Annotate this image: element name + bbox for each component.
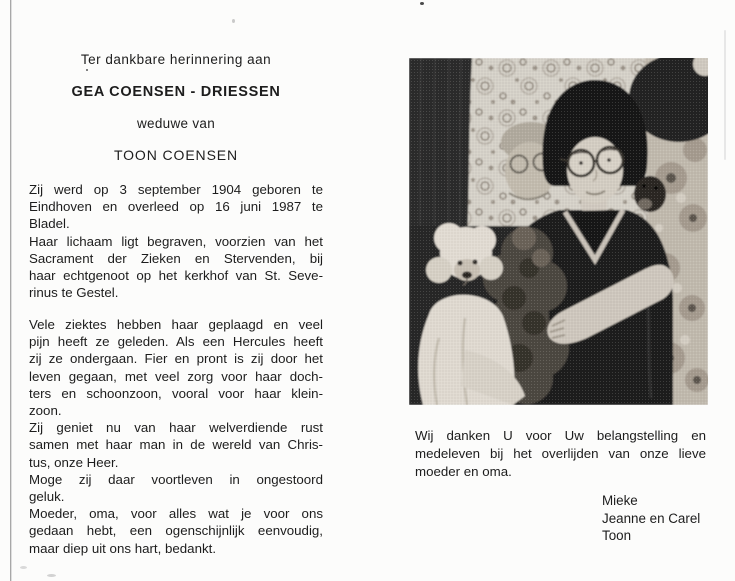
biography-text-line: rinus te Gestel. <box>29 285 119 301</box>
scan-artifact <box>232 19 235 23</box>
biography-text-line: Haar lichaam ligt begraven, voorzien van het <box>29 233 323 249</box>
biography-text-line: leven gegaan, met veel zorg voor haar doch- <box>29 368 323 384</box>
photo-halftone-overlay <box>409 58 708 405</box>
scan-artifact <box>86 69 88 71</box>
biography-paragraph <box>29 181 323 301</box>
biography-text-line: ters en schoonzoon, vooral voor haar klein- <box>29 385 323 401</box>
scan-artifact <box>20 566 27 569</box>
memorial-photo <box>409 58 708 405</box>
deceased-name: GEA COENSEN - DRIESSEN <box>71 84 281 100</box>
biography-text-line: pijn heeft ze geleden. Als een Hercules heeft <box>29 334 323 350</box>
acknowledgement-paragraph <box>415 427 706 481</box>
signature-name: Jeanne en Carel <box>602 510 701 526</box>
signature-name: Mieke <box>602 493 638 508</box>
biography-text-line: Vele ziektes hebben haar geplaagd en veel <box>29 317 323 332</box>
scan-artifact <box>724 30 726 160</box>
biography-text-line: zoon. <box>29 403 62 419</box>
biography-text-line: Moeder, oma, voor alles wat je voor ons <box>29 506 323 522</box>
spouse-name: TOON COENSEN <box>113 147 239 163</box>
intro-line: Ter dankbare herinnering aan <box>80 52 272 67</box>
biography-text-line: gedaan hebt, een ogenschijnlijk eenvoudig, <box>29 523 323 539</box>
scan-artifact <box>420 2 424 5</box>
biography-text-line: Zij werd op 3 september 1904 geboren te <box>29 182 323 197</box>
biography-text-line: Sacrament der Zieken en Stervenden, bij <box>29 250 323 266</box>
biography-text-line: Moge zij daar voortleven in ongestoord <box>29 471 323 487</box>
biography-text-line: Bladel. <box>29 216 70 232</box>
biography-text-line: haar echtgenoot op het kerkhof van St. Seve- <box>29 268 323 284</box>
biography-paragraph <box>29 316 323 557</box>
biography-text-line: Eindhoven en overleed op 16 juni 1987 te <box>29 199 323 215</box>
acknowledgement-text-line: medeleven bij het overlijden van onze lieve <box>415 446 706 461</box>
biography-text-line: Zij geniet nu van haar welverdiende rust <box>29 420 323 436</box>
biography-text-line: geluk. <box>29 489 65 505</box>
biography-text-line: samen met haar man in de wereld van Chris- <box>29 437 323 453</box>
biography-text-line: maar diep uit ons hart, bedankt. <box>29 540 217 556</box>
signatures-block <box>602 492 700 545</box>
acknowledgement-text-line: Wij danken U voor Uw belangstelling en <box>415 428 706 443</box>
memorial-photo-illustration <box>409 58 708 405</box>
scan-page-edge-shadow <box>11 0 12 581</box>
biography-text-line: tus, onze Heer. <box>29 454 119 470</box>
signature-name: Toon <box>602 528 632 543</box>
biography-text-line: zij ze ondergaan. Fier en pront is zij door het <box>29 351 323 367</box>
relation-line: weduwe van <box>136 116 216 131</box>
scan-artifact <box>47 574 56 577</box>
acknowledgement-text-line: moeder en oma. <box>415 464 512 479</box>
